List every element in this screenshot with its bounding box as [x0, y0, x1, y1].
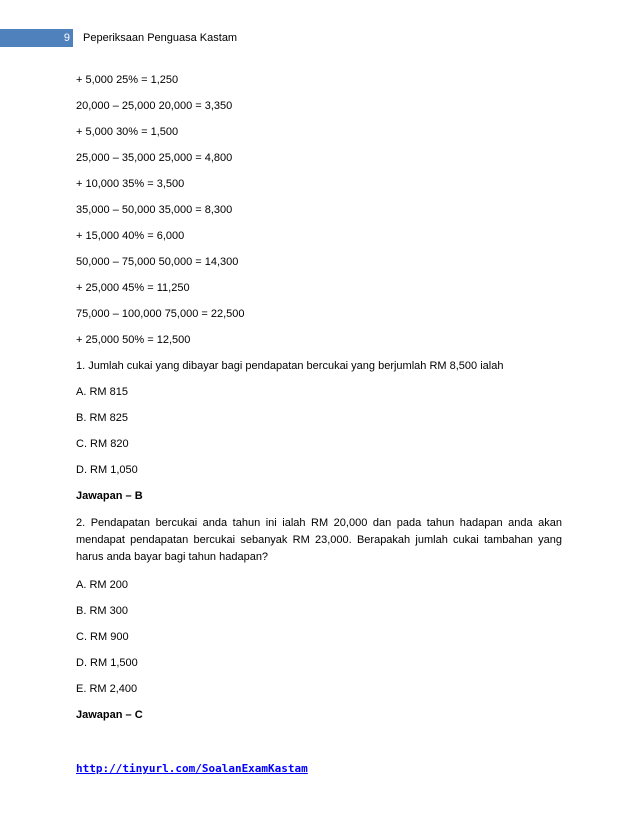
question-1-option-a: A. RM 815: [76, 386, 128, 398]
page-number: 9: [63, 32, 70, 44]
question-2-option-d: D. RM 1,500: [76, 657, 138, 669]
tax-line: 75,000 – 100,000 75,000 = 22,500: [76, 308, 245, 320]
tax-line: + 25,000 45% = 11,250: [76, 282, 190, 294]
question-2-option-e: E. RM 2,400: [76, 683, 138, 695]
question-2-option-b: B. RM 300: [76, 605, 128, 617]
question-1-option-c: C. RM 820: [76, 438, 129, 450]
footer-link[interactable]: http://tinyurl.com/SoalanExamKastam: [76, 762, 308, 775]
tax-line: + 10,000 35% = 3,500: [76, 178, 185, 190]
question-1-option-b: B. RM 825: [76, 412, 128, 424]
tax-line: 20,000 – 25,000 20,000 = 3,350: [76, 100, 233, 112]
page-number-bar: [0, 29, 73, 47]
tax-line: + 5,000 30% = 1,500: [76, 126, 179, 138]
question-1-answer: Jawapan – B: [76, 490, 143, 502]
tax-line: + 15,000 40% = 6,000: [76, 230, 185, 242]
tax-line: + 5,000 25% = 1,250: [76, 74, 179, 86]
question-2-answer: Jawapan – C: [76, 709, 143, 721]
question-1-text: 1. Jumlah cukai yang dibayar bagi pendapatan bercukai yang berjumlah RM 8,500 ialah: [76, 360, 504, 372]
question-1-option-d: D. RM 1,050: [76, 464, 138, 476]
page-header: [0, 29, 638, 47]
tax-line: 35,000 – 50,000 35,000 = 8,300: [76, 204, 233, 216]
document-body: [76, 73, 562, 734]
tax-line: + 25,000 50% = 12,500: [76, 334, 191, 346]
question-2-option-c: C. RM 900: [76, 631, 129, 643]
header-title: Peperiksaan Penguasa Kastam: [83, 32, 238, 44]
question-2-text: 2. Pendapatan bercukai anda tahun ini ialah RM 20,000 dan pada tahun hadapan anda akan mendapat pendapatan bercukai sebanyak RM 23,000. Berapakah jumlah cukai tambahan yang harus anda bayar bagi tahun hadapan?: [76, 517, 562, 563]
tax-line: 50,000 – 75,000 50,000 = 14,300: [76, 256, 239, 268]
tax-line: 25,000 – 35,000 25,000 = 4,800: [76, 152, 233, 164]
question-2-option-a: A. RM 200: [76, 579, 128, 591]
